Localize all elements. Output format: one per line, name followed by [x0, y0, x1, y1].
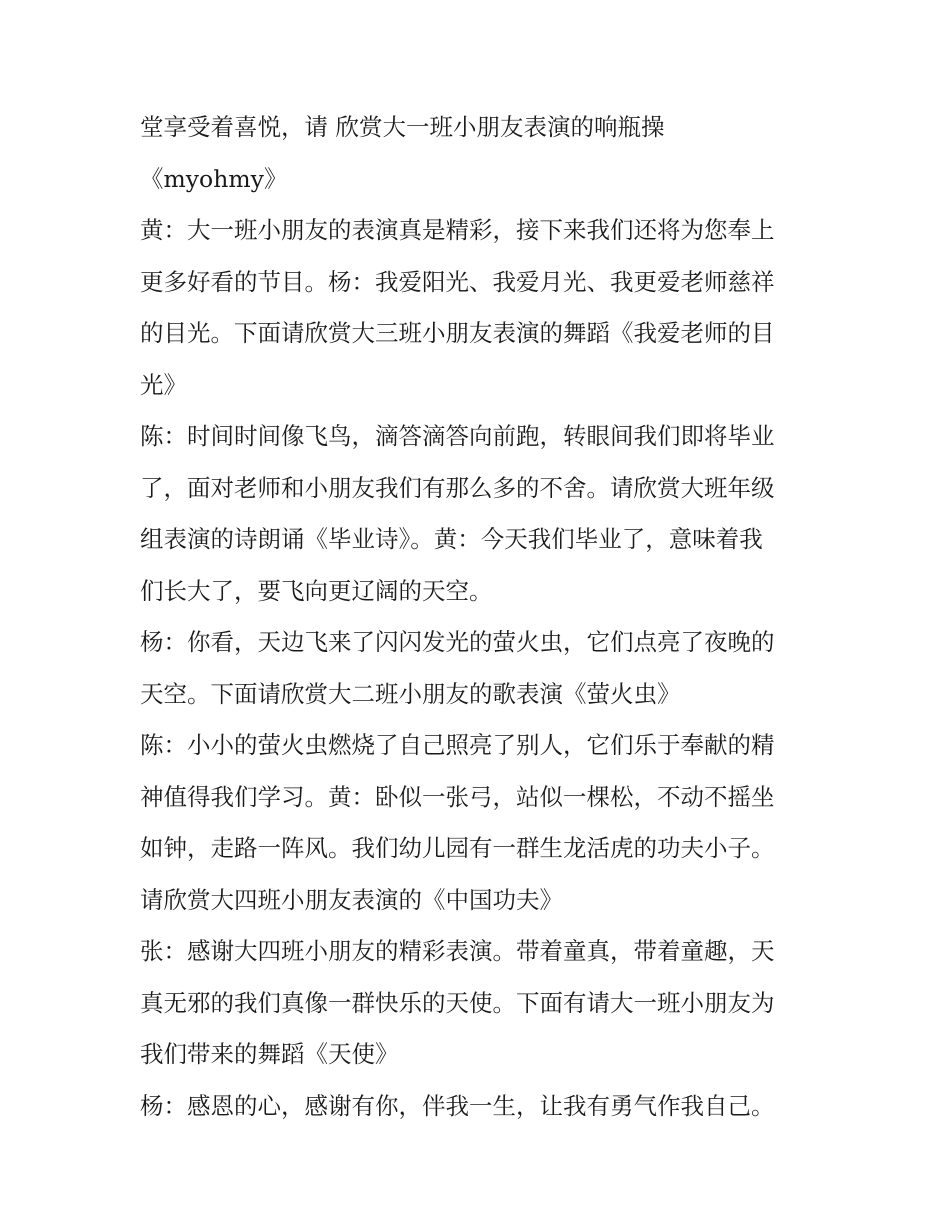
- text-line: 神值得我们学习。黄：卧似一张弓，站似一棵松，不动不摇坐: [140, 782, 775, 811]
- text-line: 真无邪的我们真像一群快乐的天使。下面有请大一班小朋友为: [140, 988, 775, 1017]
- text-line: 的目光。下面请欣赏大三班小朋友表演的舞蹈《我爱老师的目: [140, 319, 775, 347]
- text-line: 了，面对老师和小朋友我们有那么多的不舍。请欣赏大班年级: [140, 473, 775, 502]
- text-line: 张：感谢大四班小朋友的精彩表演。带着童真，带着童趣，天: [140, 937, 775, 965]
- text-line: 我们带来的舞蹈《天使》: [140, 1040, 399, 1068]
- text-line: 光》: [140, 370, 187, 399]
- text-line: 堂享受着喜悦，请 欣赏大一班小朋友表演的响瓶操: [140, 113, 665, 141]
- text-line: 请欣赏大四班小朋友表演的《中国功夫》: [140, 885, 563, 914]
- text-line: 杨：感恩的心，感谢有你，伴我一生，让我有勇气作我自己。: [140, 1091, 775, 1120]
- text-line: 们长大了，要飞向更辽阔的天空。: [140, 576, 493, 605]
- text-line: 黄：大一班小朋友的表演真是精彩，接下来我们还将为您奉上: [140, 216, 775, 244]
- text-line: 杨：你看，天边飞来了闪闪发光的萤火虫，它们点亮了夜晚的: [140, 628, 775, 656]
- text-line: 更多好看的节目。杨：我爱阳光、我爱月光、我更爱老师慈祥: [140, 267, 775, 296]
- text-line: 陈：小小的萤火虫燃烧了自己照亮了别人，它们乐于奉献的精: [140, 731, 775, 759]
- text-line: 《myohmy》: [140, 164, 288, 193]
- text-line: 如钟，走路一阵风。我们幼儿园有一群生龙活虎的功夫小子。: [140, 834, 775, 862]
- document-body: [140, 102, 820, 1132]
- text-line: 陈：时间时间像飞鸟，滴答滴答向前跑，转眼间我们即将毕业: [140, 422, 775, 450]
- text-line: 组表演的诗朗诵《毕业诗》。黄：今天我们毕业了，意味着我: [140, 525, 763, 553]
- text-line: 天空。下面请欣赏大二班小朋友的歌表演《萤火虫》: [140, 679, 681, 708]
